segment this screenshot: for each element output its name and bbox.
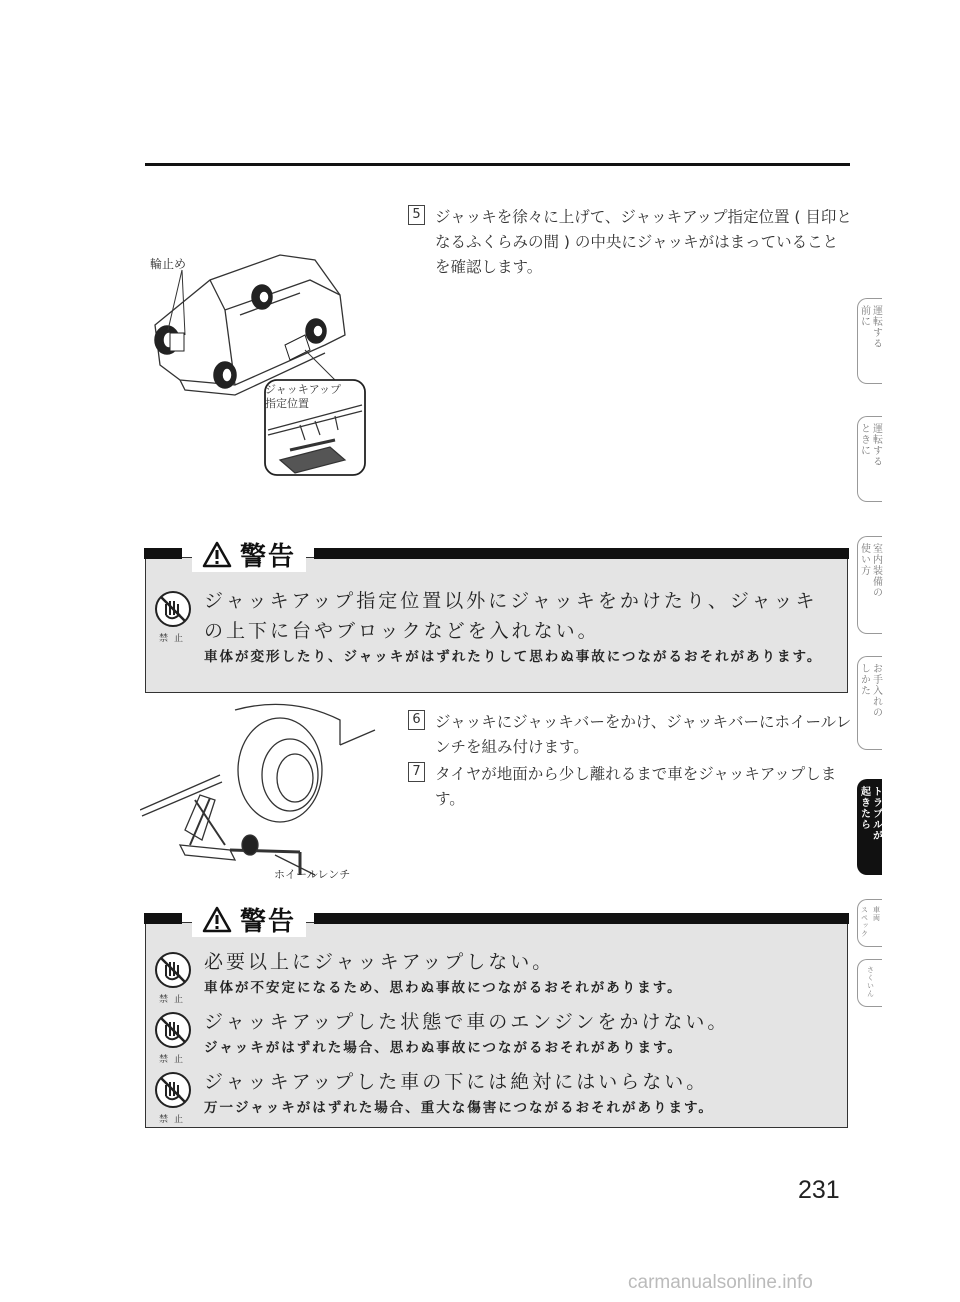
warning-sub-text: 車体が不安定になるため、思わぬ事故につながるおそれがあります。 [204, 980, 683, 996]
warning-sub-text: 車体が変形したり、ジャッキがはずれたりして思わぬ事故につながるおそれがあります。 [204, 649, 823, 665]
warning-header [144, 536, 849, 580]
warning-sub-text: ジャッキがはずれた場合、思わぬ事故につながるおそれがあります。 [204, 1040, 683, 1056]
label-chocks: 輪止め [150, 257, 187, 271]
figure-car-jack [140, 235, 375, 485]
tab-label-2: スペック [860, 906, 869, 938]
prohibition-label: 禁止 [158, 1055, 189, 1065]
prohibition-icon [154, 1011, 194, 1065]
step-6 [408, 710, 853, 760]
step-number: 5 [408, 205, 425, 225]
tab-label-2: しかた [858, 663, 870, 696]
warning-sub-text: 万一ジャッキがはずれた場合、重大な傷害につながるおそれがあります。 [204, 1100, 714, 1116]
warning-item [154, 1067, 839, 1125]
warning-box-2 [145, 906, 848, 1128]
label-jackpoint-line1: ジャッキアップ [265, 383, 342, 396]
warning-header [144, 901, 849, 945]
warning-triangle-icon [202, 541, 232, 568]
tab-label-1: トラブルが [870, 786, 882, 841]
warning-item [154, 947, 839, 1005]
label-jackpoint-line2: 指定位置 [265, 397, 309, 410]
header-rule [145, 163, 850, 166]
tab-label-2: 前に [858, 305, 870, 327]
prohibition-label: 禁止 [158, 995, 189, 1005]
tab-label-2: ときに [858, 423, 870, 456]
warning-title: 警告 [240, 541, 297, 572]
label-jackpoint [265, 383, 341, 411]
side-tab-while-driving[interactable] [857, 416, 882, 502]
step-number: 6 [408, 710, 425, 730]
step-number: 7 [408, 762, 425, 782]
figure-jack-wrench [140, 700, 380, 885]
step-text: ジャッキを徐々に上げて、ジャッキアップ指定位置 ( 目印となるふくらみの間 ) の中央にジャッキがはまっていることを確認します。 [435, 208, 852, 276]
prohibition-icon [154, 1071, 194, 1125]
tab-label-1: 運転する [870, 305, 882, 349]
tab-label-1: 運転する [870, 423, 882, 467]
label-wheel-wrench: ホイールレンチ [274, 868, 351, 881]
page-number: 231 [798, 1176, 840, 1204]
side-tab-before-driving[interactable] [857, 298, 882, 384]
tab-label-1: 車両 [872, 906, 881, 922]
step-5 [408, 205, 853, 280]
footer-watermark: carmanualsonline.info [628, 1272, 813, 1293]
warning-title: 警告 [240, 906, 297, 937]
prohibition-icon [154, 951, 194, 1005]
warning-triangle-icon [202, 906, 232, 933]
side-tab-interior[interactable] [857, 536, 882, 634]
prohibition-label: 禁止 [158, 1115, 189, 1125]
step-7 [408, 762, 853, 812]
warning-main-text: ジャッキアップ指定位置以外にジャッキをかけたり、ジャッキの上下に台やブロックなどを入れない。 [204, 590, 818, 642]
side-tab-maintenance[interactable] [857, 656, 882, 750]
tab-label-1: お手入れの [870, 663, 882, 718]
step-text: タイヤが地面から少し離れるまで車をジャッキアップします。 [435, 765, 837, 808]
prohibition-label: 禁止 [158, 634, 189, 644]
side-tab-trouble[interactable] [857, 779, 882, 875]
side-tab-index[interactable] [857, 959, 882, 1007]
prohibition-icon [154, 590, 194, 644]
tab-label-1: さくいん [866, 966, 875, 998]
warning-item [154, 1007, 839, 1065]
warning-main-text: ジャッキアップした車の下には絶対にはいらない。 [204, 1071, 709, 1093]
tab-label-1: 室内装備の [870, 543, 882, 598]
side-tab-specs[interactable] [857, 899, 882, 947]
warning-main-text: 必要以上にジャッキアップしない。 [204, 951, 555, 973]
tab-label-2: 起きたら [858, 786, 870, 830]
warning-box-1 [145, 541, 848, 693]
warning-item [154, 586, 839, 668]
step-text: ジャッキにジャッキバーをかけ、ジャッキバーにホイールレンチを組み付けます。 [435, 713, 852, 756]
tab-label-2: 使い方 [858, 543, 870, 576]
warning-main-text: ジャッキアップした状態で車のエンジンをかけない。 [204, 1011, 730, 1033]
